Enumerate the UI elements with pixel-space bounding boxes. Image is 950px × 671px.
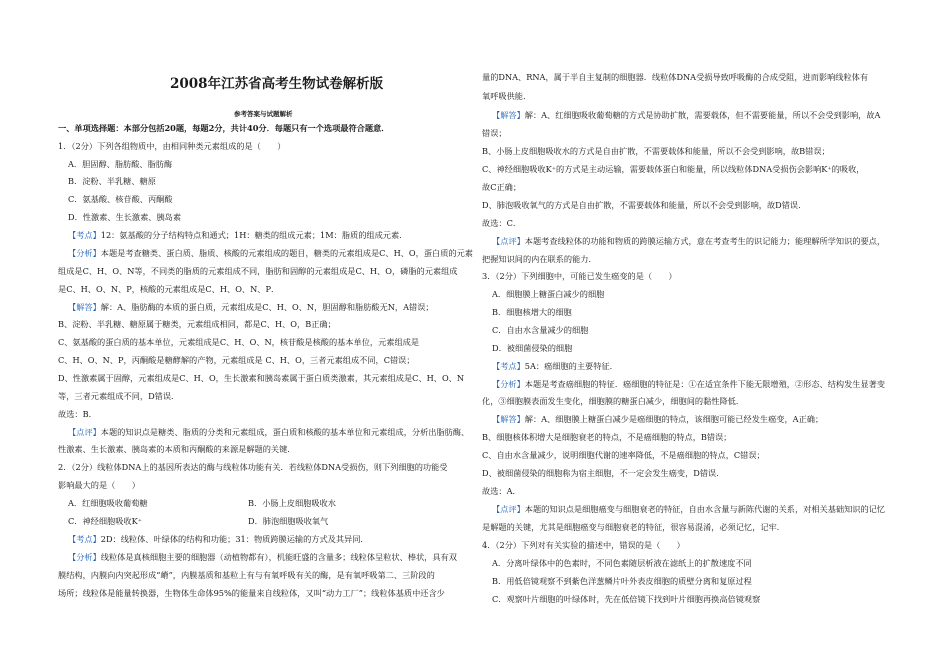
q3-dianping: 【点评】本题的知识点是细胞癌变与细胞衰老的特征，自由水含量与新陈代谢的关系，对相关基础知识的记忆 [492,504,886,514]
q3-option-a: A．细胞膜上糖蛋白减少的细胞 [492,289,605,299]
kaodian-tag: 【考点】 [492,361,525,371]
q1-jieda-line: 等，三者元素组成不同，D错误． [58,391,180,401]
q1-jieda: 【解答】解：A、脂肪酶的本质的蛋白质，元素组成是C、H、O、N，胆固醇和脂肪酸无N，A错误； [68,302,434,312]
q2-option-c: C．神经细胞吸收K⁺ [68,516,143,526]
page-title: 2008年江苏省高考生物试卷解析版 [170,76,384,92]
jieda-tag: 【解答】 [492,110,525,120]
jieda-tag: 【解答】 [492,414,525,424]
q3-dianping-line: 是解题的关键，尤其是细胞癌变与细胞衰老的特征，很容易混淆，必须记忆，记牢． [482,522,785,532]
q1-fenxi-line: 是C、H、O、N、P，核酸的元素组成是C、H、O、N、P． [58,284,280,294]
dianping-tag: 【点评】 [68,427,101,437]
q4-stem: 4．（2分）下列对有关实验的描述中，错误的是（ ） [482,540,685,550]
dianping-tag: 【点评】 [492,504,525,514]
q1-option-b: B．淀粉、半乳糖、糖原 [68,176,156,186]
q2-answer: 故选：C． [482,218,522,228]
q2-option-row [68,498,336,508]
q2-fenxi-line: 场所；线粒体是能量转换器，生物体生命体95%的能量来自线粒体，又叫“动力工厂”；线粒体基质中还含少 [58,588,445,598]
q1-kaodian: 【考点】12：氨基酸的分子结构特点和通式；1H：糖类的组成元素；1M：脂质的组成元素． [68,230,408,240]
q1-jieda-line: D、性激素属于固醇，元素组成是C、H、O，生长激素和胰岛素属于蛋白质类激素，其元素组成是C、H、O、N [58,373,465,383]
q1-option-a: A．胆固醇、脂肪酸、脂肪酶 [68,159,173,169]
q2-stem: 2．（2分）线粒体DNA上的基因所表达的酶与线粒体功能有关．若线粒体DNA受损伤，则下列细胞的功能受 [58,462,448,472]
q2-jieda-line: D、肺泡吸收氧气的方式是自由扩散，不需要载体和能量，所以不会受到影响，故D错误． [482,200,807,210]
q2-dianping: 【点评】本题考查线粒体的功能和物质的跨膜运输方式，意在考查考生的识记能力；能理解所学知识的要点， [492,236,886,246]
q4-option-a: A．分离叶绿体中的色素时，不同色素随层析液在滤纸上的扩散速度不同 [492,558,752,568]
q3-jieda: 【解答】解：A、细胞膜上糖蛋白减少是癌细胞的特点，该细胞可能已经发生癌变，A正确； [492,414,824,424]
page-subtitle: 参考答案与试题解析 [234,110,293,118]
q2-jieda: 【解答】解：A、红细胞吸收葡萄糖的方式是协助扩散，需要载体，但不需要能量，所以不会受到影响，故A [492,110,881,120]
q1-dianping: 【点评】本题的知识点是糖类、脂质的分类和元素组成，蛋白质和核酸的基本单位和元素组成，分析出脂肪酶、 [68,427,470,437]
q3-answer: 故选：A． [482,486,521,496]
q3-jieda-line: C、自由水含量减少，说明细胞代谢的速率降低，不是癌细胞的特点，C错误； [482,450,765,460]
q1-jieda-line: B、淀粉、半乳糖、糖原属于糖类，元素组成相同，都是C、H、O，B正确； [58,319,336,329]
jieda-tag: 【解答】 [68,302,101,312]
q2-stem-line: 影响最大的是（ ） [58,480,140,490]
fenxi-tag: 【分析】 [68,248,101,258]
q3-jieda-line: D、被细菌侵染的细胞称为宿主细胞，不一定会发生癌变，D错误． [482,468,725,478]
q2-jieda-line: 故C正确； [482,182,522,192]
fenxi-tag: 【分析】 [68,552,101,562]
q3-option-d: D．被细菌侵染的细胞 [492,343,573,353]
q2-fenxi-line: 膜结构，内膜向内突起形成“嵴”，内膜基质和基粒上有与有氧呼吸有关的酶，是有氧呼吸第二、三阶段的 [58,570,435,580]
q3-stem: 3．（2分）下列细胞中，可能已发生癌变的是（ ） [482,271,677,281]
q3-fenxi-line: 化，③细胞膜表面发生变化，细胞膜的糖蛋白减少，细胞间的黏性降低． [482,396,745,406]
q1-answer: 故选：B． [58,409,97,419]
q1-fenxi-line: 组成是C、H、O、N等，不同类的脂质的元素组成不同，脂肪和固醇的元素组成是C、H、O，磷脂的元素组成 [58,266,458,276]
section-heading: 一、单项选择题：本部分包括20题，每题2分，共计40分．每题只有一个选项最符合题意． [58,123,390,133]
q1-jieda-line: C、H、O、N、P，丙酮酸是糖酵解的产物，元素组成是 C、H、O，三者元素组成不同，C错误； [58,355,415,365]
q1-jieda-line: C、氨基酸的蛋白质的基本单位，元素组成是C、H、O、N，核苷酸是核酸的基本单位，元素组成是 [58,337,420,347]
q2-fenxi-cont: 量的DNA、RNA，属于半自主复制的细胞器．线粒体DNA受损导致呼吸酶的合成受阻，进而影响线粒体有 [482,72,869,82]
kaodian-tag: 【考点】 [68,230,101,240]
q1-fenxi: 【分析】本题是考查糖类、蛋白质、脂质、核酸的元素组成的题目，糖类的元素组成是C、H、O，蛋白质的元素 [68,248,473,258]
q2-option-b: B．小肠上皮细胞吸收水 [248,498,336,508]
q3-option-c: C．自由水含量减少的细胞 [492,325,589,335]
dianping-tag: 【点评】 [492,236,525,246]
q3-jieda-line: B、细胞核体积增大是细胞衰老的特点，不是癌细胞的特点，B错误； [482,432,732,442]
q3-fenxi: 【分析】本题是考查癌细胞的特征．癌细胞的特征是：①在适宜条件下能无限增殖，②形态、结构发生显著变 [492,379,886,389]
q2-fenxi-cont: 氧呼吸供能． [482,91,532,101]
q1-dianping-line: 性激素、生长激素、胰岛素的本质和丙酮酸的来源是解题的关键． [58,444,296,454]
q2-jieda-line: B、小肠上皮细胞吸收水的方式是自由扩散，不需要载体和能量，所以不会受到影响，故B错误； [482,146,830,156]
q2-fenxi: 【分析】线粒体是真核细胞主要的细胞器（动植物都有），机能旺盛的含量多；线粒体呈粒状、棒状，具有双 [68,552,457,562]
q1-option-d: D．性激素、生长激素、胰岛素 [68,212,182,222]
kaodian-tag: 【考点】 [68,534,101,544]
q2-jieda-line: 错误； [482,128,507,138]
q2-jieda-line: C、神经细胞吸收K⁺的方式是主动运输，需要载体蛋白和能量，所以线粒体DNA受损伤会影响K⁺的吸收， [482,164,865,174]
q3-option-b: B．细胞核增大的细胞 [492,307,572,317]
q4-option-b: B．用低倍镜观察不到紫色洋葱鳞片叶外表皮细胞的质壁分离和复原过程 [492,576,752,586]
q2-option-d: D．肺泡细胞吸收氧气 [248,516,329,526]
q3-kaodian: 【考点】5A：癌细胞的主要特征． [492,361,618,371]
q2-option-row [68,516,329,526]
q1-stem: 1．（2分）下列各组物质中，由相同种类元素组成的是（ ） [58,141,286,151]
q2-dianping-line: 把握知识间的内在联系的能力． [482,254,597,264]
q4-option-c: C．观察叶片细胞的叶绿体时，先在低倍镜下找到叶片细胞再换高倍镜观察 [492,594,761,604]
q2-option-a: A．红细胞吸收葡萄糖 [68,498,148,508]
q1-option-c: C．氨基酸、核苷酸、丙酮酸 [68,194,173,204]
fenxi-tag: 【分析】 [492,379,525,389]
q2-kaodian: 【考点】2D：线粒体、叶绿体的结构和功能；31：物质跨膜运输的方式及其异同． [68,534,369,544]
